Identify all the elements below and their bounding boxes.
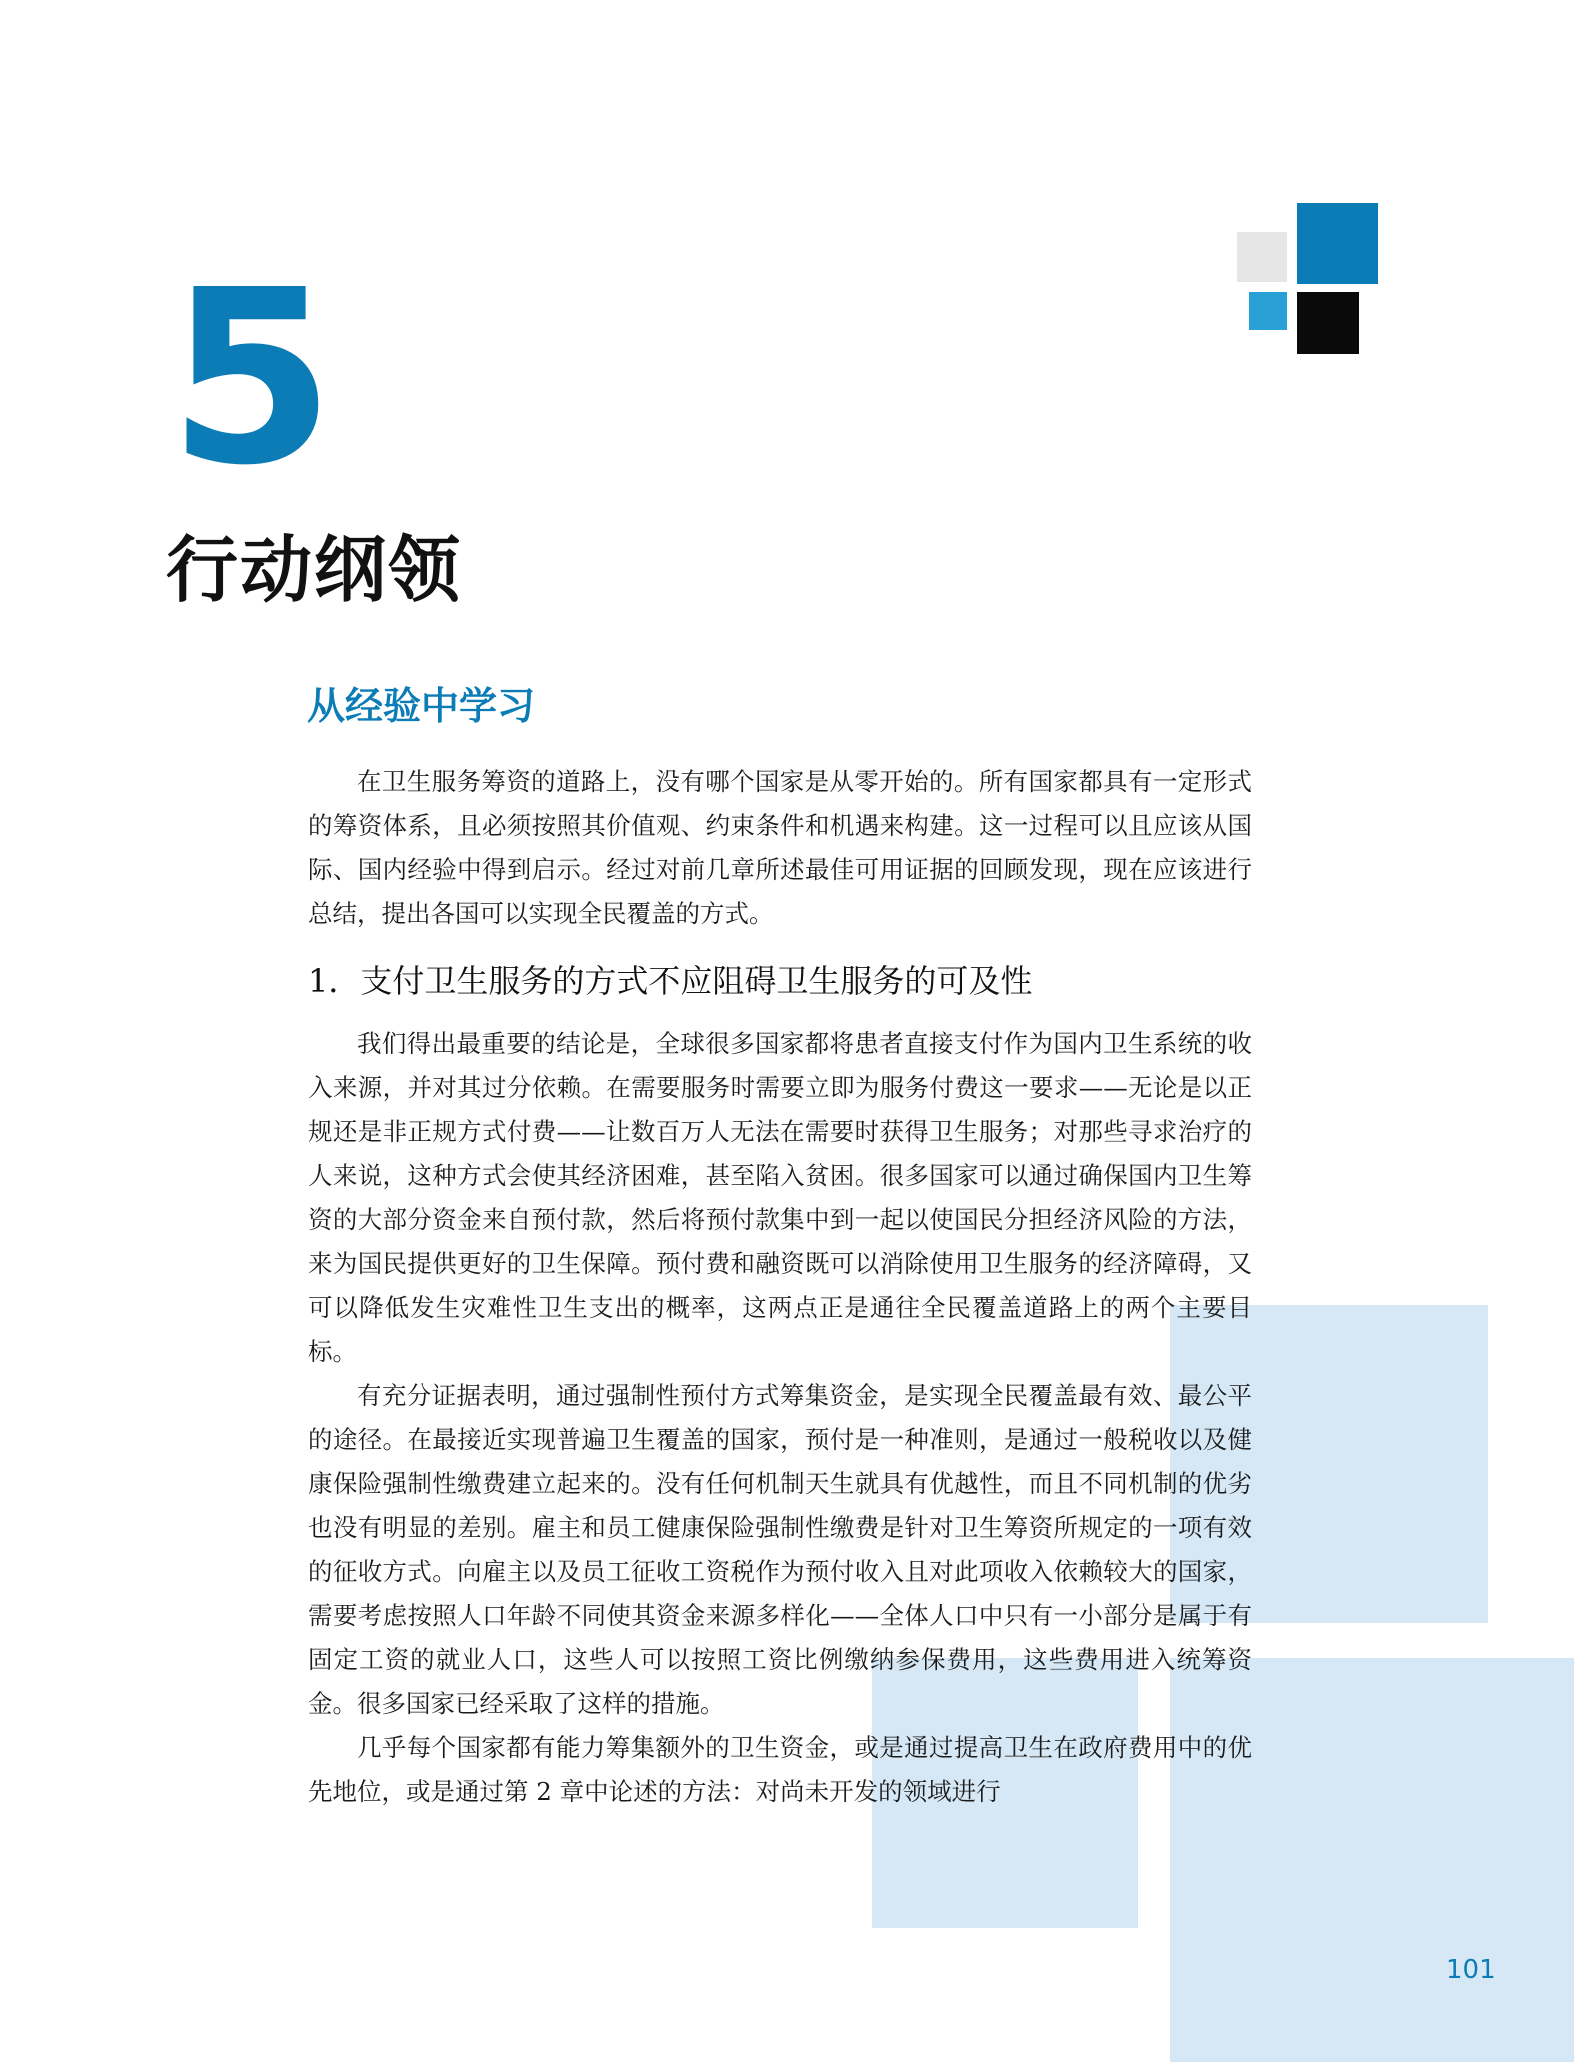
chapter-title: 行动纲领 [166, 527, 463, 612]
body-paragraph: 我们得出最重要的结论是，全球很多国家都将患者直接支付作为国内卫生系统的收入来源，并对其过分依赖。在需要服务时需要立即为服务付费这一要求——无论是以正规还是非正规方式付费——让数百万人无法在需要时获得卫生服务；对那些寻求治疗的人来说，这种方式会使其经济困难，甚至陷入贫困。很多国家可以通过确保国内卫生筹资的大部分资金来自预付款，然后将预付款集中到一起以使国民分担经济风险的方法，来为国民提供更好的卫生保障。预付费和融资既可以消除使用卫生服务的经济障碍，又可以降低发生灾难性卫生支出的概率，这两点正是通往全民覆盖道路上的两个主要目标。 [308, 1029, 1252, 1366]
body-paragraph: 有充分证据表明，通过强制性预付方式筹集资金，是实现全民覆盖最有效、最公平的途径。在最接近实现普遍卫生覆盖的国家，预付是一种准则，是通过一般税收以及健康保险强制性缴费建立起来的。没有任何机制天生就具有优越性，而且不同机制的优劣也没有明显的差别。雇主和员工健康保险强制性缴费是针对卫生筹资所规定的一项有效的征收方式。向雇主以及员工征收工资税作为预付收入且对此项收入依赖较大的国家，需要考虑按照人口年龄不同使其资金来源多样化——全体人口中只有一小部分是属于有固定工资的就业人口，这些人可以按照工资比例缴纳参保费用，这些费用进入统筹资金。很多国家已经采取了这样的措施。 [308, 1381, 1252, 1718]
decorative-square-black [1297, 292, 1359, 354]
body-paragraph: 几乎每个国家都有能力筹集额外的卫生资金，或是通过提高卫生在政府费用中的优先地位，或是通过第 2 章中论述的方法：对尚未开发的领域进行 [308, 1733, 1252, 1806]
chapter-number: 5 [168, 238, 331, 518]
decorative-square-blue-large [1297, 203, 1378, 284]
decorative-square-blue-small [1249, 292, 1287, 330]
main-content [308, 678, 1252, 1814]
intro-paragraph: 在卫生服务筹资的道路上，没有哪个国家是从零开始的。所有国家都具有一定形式的筹资体系，且必须按照其价值观、约束条件和机遇来构建。这一过程可以且应该从国际、国内经验中得到启示。经过对前几章所述最佳可用证据的回顾发现，现在应该进行总结，提出各国可以实现全民覆盖的方式。 [308, 767, 1252, 928]
page-number: 101 [1446, 1955, 1496, 1985]
decorative-square-grey [1237, 232, 1287, 282]
subsection-heading: 1．支付卫生服务的方式不应阻碍卫生服务的可及性 [308, 962, 1033, 1000]
section-heading: 从经验中学习 [307, 684, 536, 728]
